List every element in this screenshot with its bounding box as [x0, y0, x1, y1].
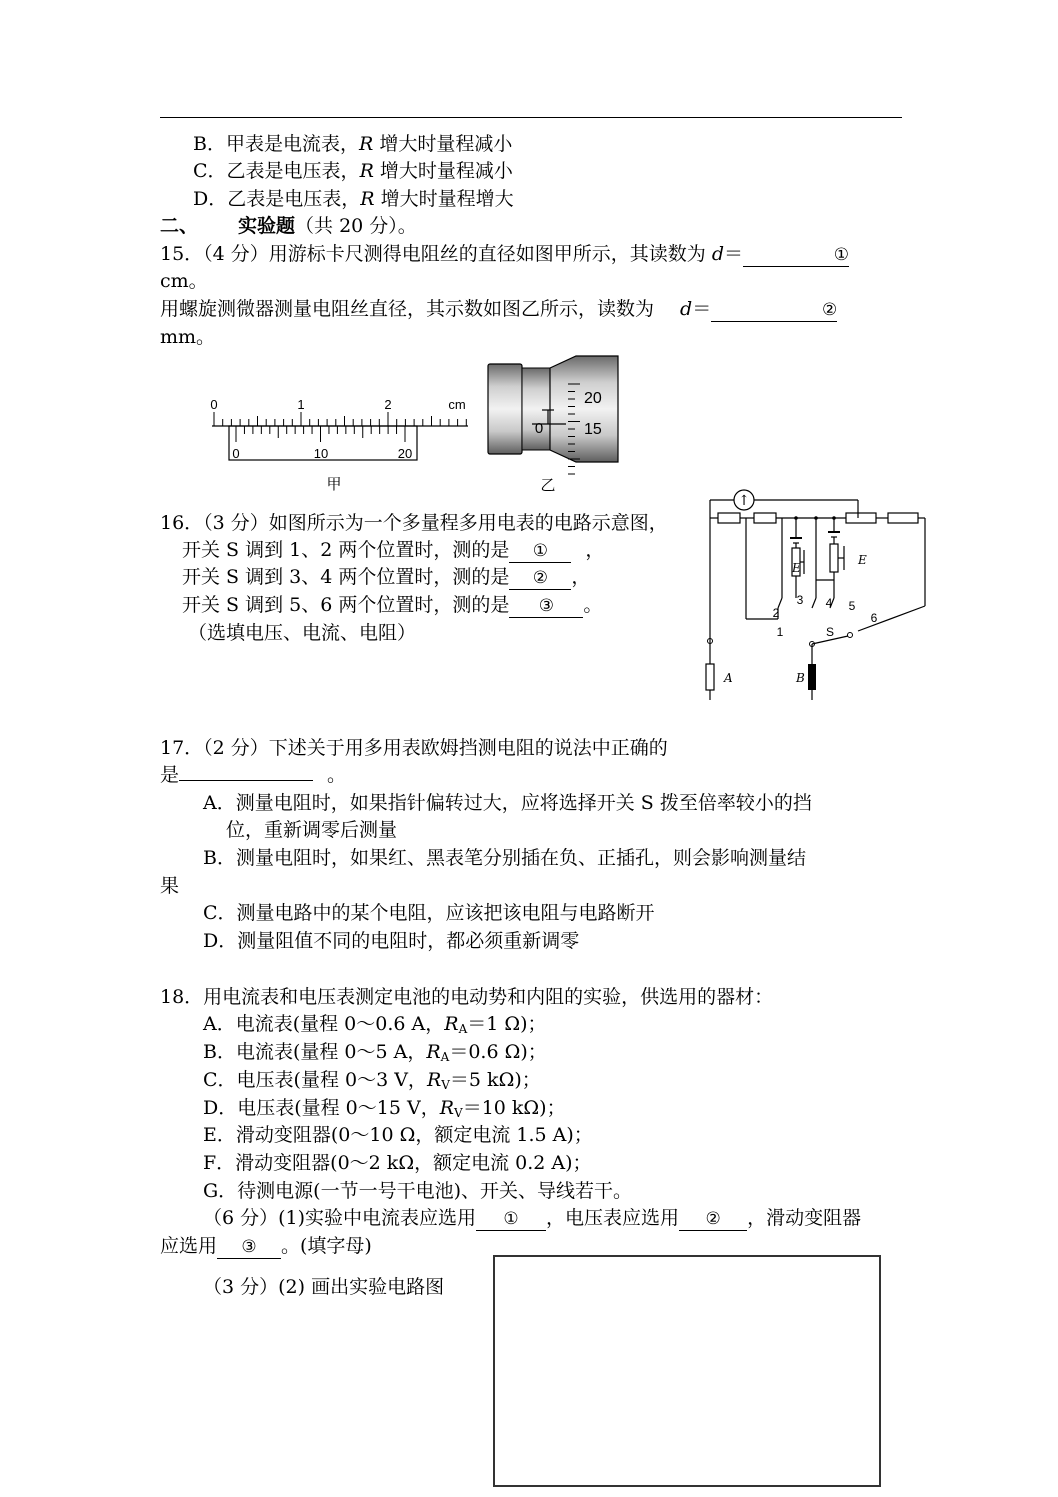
section-heading: 二、 实验题（共 20 分）。: [160, 215, 417, 237]
q18-option-a: A．电流表(量程 0～0.6 A，$R_A=1$ Ω)；: [203, 1013, 547, 1036]
q17-option-c: C．测量电路中的某个电阻，应该把该电阻与电路断开: [203, 902, 655, 924]
q18-option-c: C．电压表(量程 0～3 V，$R_V=5$ kΩ)；: [203, 1069, 541, 1092]
micrometer-thimble: [550, 356, 618, 462]
q17-title: 17．（2 分）下述关于用多用表欧姆挡测电阻的说法中正确的: [160, 737, 668, 759]
terminal-6: 6: [870, 611, 878, 625]
vernier-caliper-figure: [200, 392, 480, 496]
caliper-unit: cm: [448, 397, 466, 412]
resistor-r4: [888, 513, 918, 523]
micrometer-label-20: 20: [584, 390, 602, 407]
q16-hint: （选填电压、电流、电阻）: [188, 622, 417, 644]
caliper-label-1: 1: [297, 397, 305, 412]
q18-option-e: E．滑动变阻器(0～10 Ω，额定电流 1.5 A)；: [203, 1124, 593, 1146]
ohm-resistor-2: [830, 544, 838, 572]
q18-option-d: D．电压表(量程 0～15 V，$R_V=10$ kΩ)；: [203, 1097, 566, 1120]
resistor-r1: [718, 513, 740, 523]
q16-line1: 开关 S 调到 1、2 两个位置时，测的是 ① ，: [182, 539, 605, 561]
probe-b: [808, 664, 816, 690]
option-b: B．甲表是电流表，R 增大时量程减小: [193, 133, 513, 155]
terminal-2: 2: [772, 606, 780, 620]
q17-option-a1: A．测量电阻时，如果指针偏转过大，应将选择开关 S 拨至倍率较小的挡: [203, 792, 812, 814]
emf-label-right: E: [858, 553, 867, 567]
q15-unit2: mm。: [160, 326, 216, 348]
q15-blank-1[interactable]: ①: [743, 243, 849, 267]
caliper-main-scale: [214, 412, 466, 426]
q17-blank[interactable]: [179, 780, 313, 781]
option-c: C．乙表是电压表，R 增大时量程减小: [193, 160, 513, 182]
caliper-caption: 甲: [326, 475, 342, 493]
micrometer-sleeve-label: 0: [534, 420, 544, 437]
svg-text:↑: ↑: [738, 493, 750, 509]
emf-label-left: E: [792, 561, 801, 575]
q18-blank-2[interactable]: ②: [679, 1207, 747, 1231]
terminal-3: 3: [796, 593, 804, 607]
q18-part1-line2: 应选用 ③ 。(填字母): [160, 1235, 372, 1257]
micrometer-label-15: 15: [584, 421, 602, 438]
micrometer-figure: [484, 354, 624, 496]
q16-blank-3[interactable]: ③: [509, 594, 583, 618]
q17-option-b2: 果: [160, 875, 180, 897]
q16-line3: 开关 S 调到 5、6 两个位置时，测的是 ③ 。: [182, 594, 603, 616]
caliper-label-2: 2: [384, 397, 392, 412]
q15-line2: 用螺旋测微器测量电阻丝直径，其示数如图乙所示，读数为 d＝ ②: [160, 298, 838, 320]
q18-option-g: G．待测电源(一节一号干电池)、开关、导线若干。: [203, 1180, 633, 1202]
q17-option-d: D．测量阻值不同的电阻时，都必须重新调零: [203, 930, 580, 952]
q18-title: 18．用电流表和电压表测定电池的电动势和内阻的实验，供选用的器材：: [160, 986, 774, 1008]
caliper-vernier-scale: [236, 426, 405, 442]
q16-blank-1[interactable]: ①: [509, 539, 571, 563]
q15-line1: 15．（4 分）用游标卡尺测得电阻丝的直径如图甲所示，其读数为 d＝ ①: [160, 243, 850, 265]
q17-answer-line: 是 。: [160, 764, 347, 786]
terminal-1: 1: [776, 625, 784, 639]
micrometer-barrel: [522, 368, 550, 450]
resistor-r3: [846, 513, 876, 523]
q18-part2: （3 分）(2) 画出实验电路图: [203, 1276, 445, 1298]
q18-option-b: B．电流表(量程 0～5 A，$R_A=0.6$ Ω)；: [203, 1041, 547, 1064]
micrometer-caption: 乙: [540, 476, 556, 494]
q15-unit1: cm。: [160, 270, 208, 292]
q18-blank-3[interactable]: ③: [217, 1235, 281, 1259]
terminal-4: 4: [825, 596, 833, 610]
option-d: D．乙表是电压表，R 增大时量程增大: [193, 188, 514, 210]
q16-blank-2[interactable]: ②: [509, 566, 571, 590]
probe-a: [706, 664, 714, 690]
switch-label: S: [825, 625, 835, 639]
circuit-drawing-box[interactable]: [493, 1255, 881, 1487]
q18-option-f: F．滑动变阻器(0～2 kΩ，额定电流 0.2 A)；: [203, 1152, 592, 1174]
q17-option-a2: 位，重新调零后测量: [226, 819, 398, 841]
resistor-r2: [754, 513, 776, 523]
micrometer-sleeve: [488, 364, 522, 454]
terminal-5: 5: [848, 599, 856, 613]
q18-part1-line1: （6 分）(1)实验中电流表应选用 ① ，电压表应选用 ② ，滑动变阻器: [203, 1207, 862, 1229]
caliper-label-0: 0: [210, 397, 218, 412]
vernier-label-10: 10: [313, 446, 329, 461]
multimeter-circuit-figure: [700, 486, 932, 704]
q17-option-b1: B．测量电阻时，如果红、黑表笔分别插在负、正插孔，则会影响测量结: [203, 847, 806, 869]
q15-blank-2[interactable]: ②: [711, 298, 837, 322]
vernier-label-20: 20: [397, 446, 413, 461]
probe-a-label: A: [724, 671, 733, 685]
q16-line2: 开关 S 调到 3、4 两个位置时，测的是 ② ，: [182, 566, 591, 588]
q16-title: 16．（3 分）如图所示为一个多量程多用电表的电路示意图，: [160, 512, 668, 534]
header-rule: [160, 117, 902, 118]
q18-blank-1[interactable]: ①: [476, 1207, 546, 1231]
probe-b-label: B: [796, 671, 805, 685]
vernier-label-0: 0: [232, 446, 240, 461]
